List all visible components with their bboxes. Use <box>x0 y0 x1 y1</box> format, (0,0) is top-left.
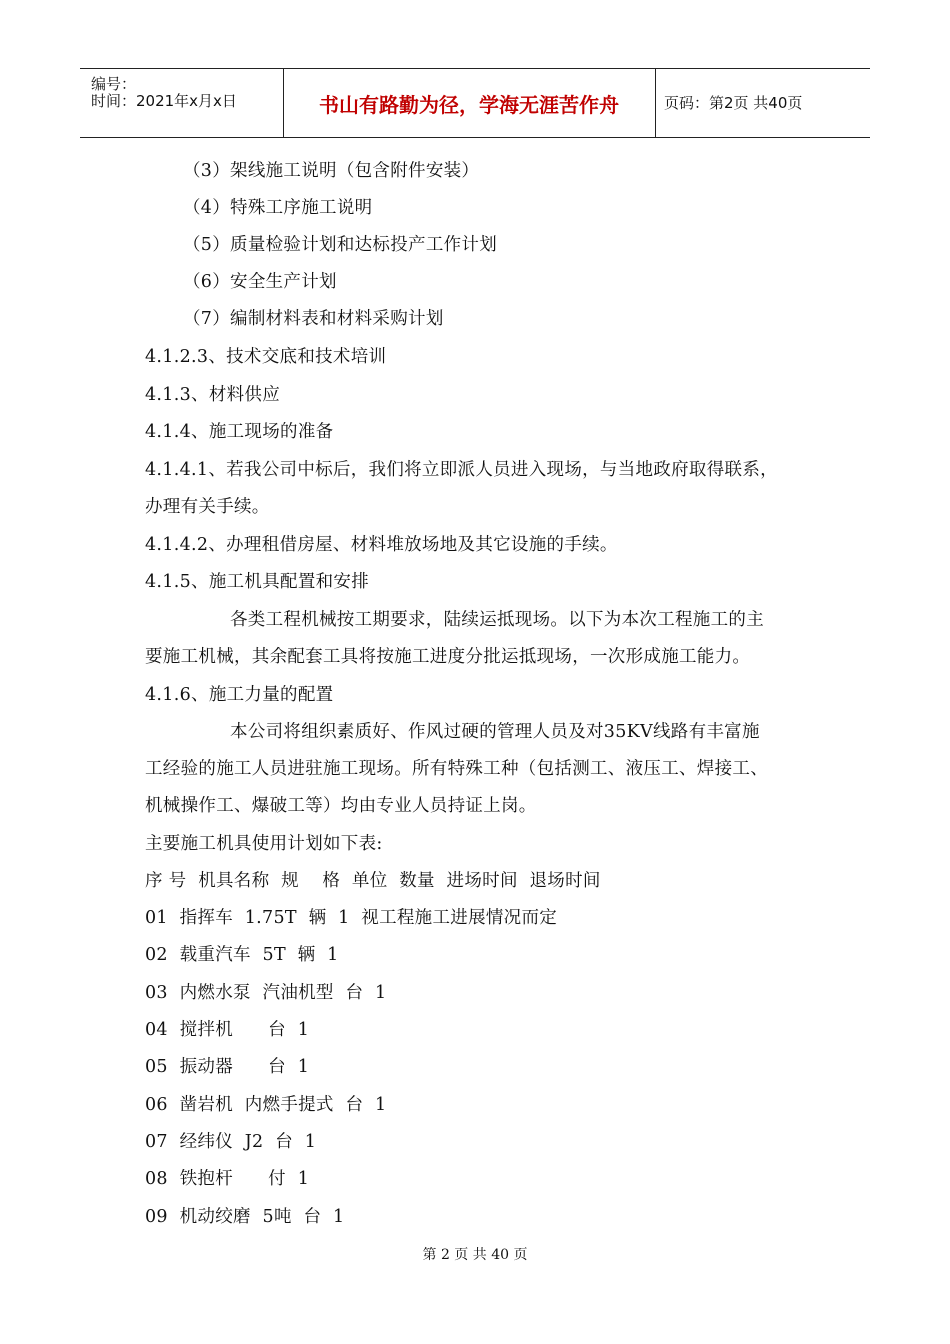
table-intro: 主要施工机具使用计划如下表: <box>145 834 383 854</box>
section-heading-415: 4.1.5、施工机具配置和安排 <box>145 572 370 592</box>
list-item: （7）编制材料表和材料采购计划 <box>183 309 444 329</box>
header-motto: 书山有路勤为径，学海无涯苦作舟 <box>319 93 619 117</box>
section-heading-416: 4.1.6、施工力量的配置 <box>145 685 334 705</box>
section-heading-414: 4.1.4、施工现场的准备 <box>145 422 334 442</box>
table-row: 05 振动器 台 1 <box>145 1057 310 1077</box>
table-row: 01 指挥车 1.75T 辆 1 视工程施工进展情况而定 <box>145 908 558 928</box>
header-right-cell <box>655 69 870 137</box>
table-row: 06 凿岩机 内燃手提式 台 1 <box>145 1095 387 1115</box>
document-date: 时间：2021年x月x日 <box>91 92 237 110</box>
table-row: 02 载重汽车 5T 辆 1 <box>145 945 339 965</box>
paragraph-1-line-1: 各类工程机械按工期要求，陆续运抵现场。以下为本次工程施工的主 <box>230 610 764 630</box>
paragraph-2-line-2: 工经验的施工人员进驻施工现场。所有特殊工种（包括测工、液压工、焊接工、 <box>145 759 768 779</box>
header-motto-cell <box>283 69 656 137</box>
paragraph-2-line-1: 本公司将组织素质好、作风过硬的管理人员及对35KV线路有丰富施 <box>230 722 760 742</box>
paragraph-1-line-2: 要施工机械，其余配套工具将按施工进度分批运抵现场，一次形成施工能力。 <box>145 647 751 667</box>
paragraph-2-line-3: 机械操作工、爆破工等）均由专业人员持证上岗。 <box>145 796 537 816</box>
list-item: （5）质量检验计划和达标投产工作计划 <box>183 235 498 255</box>
list-item: （3）架线施工说明（包含附件安装） <box>183 161 480 181</box>
table-row: 03 内燃水泵 汽油机型 台 1 <box>145 983 387 1003</box>
section-4141-line-1: 4.1.4.1、若我公司中标后，我们将立即派人员进入现场，与当地政府取得联系， <box>145 460 778 480</box>
table-row: 09 机动绞磨 5吨 台 1 <box>145 1207 345 1227</box>
section-4141-line-2: 办理有关手续。 <box>145 497 270 517</box>
list-item: （4）特殊工序施工说明 <box>183 198 373 218</box>
section-heading-4123: 4.1.2.3、技术交底和技术培训 <box>145 347 387 367</box>
table-header: 序 号 机具名称 规 格 单位 数量 进场时间 退场时间 <box>145 871 601 891</box>
header-page-info: 页码：第2页 共40页 <box>664 94 803 112</box>
section-heading-413: 4.1.3、材料供应 <box>145 385 281 405</box>
header-left-cell <box>80 69 284 137</box>
page-footer: 第 2 页 共 40 页 <box>422 1247 528 1263</box>
page-header <box>80 68 870 138</box>
list-item: （6）安全生产计划 <box>183 272 337 292</box>
table-row: 07 经纬仪 J2 台 1 <box>145 1132 317 1152</box>
section-4142: 4.1.4.2、办理租借房屋、材料堆放场地及其它设施的手续。 <box>145 535 618 555</box>
document-number-label: 编号： <box>91 75 137 93</box>
table-row: 08 铁抱杆 付 1 <box>145 1169 310 1189</box>
table-row: 04 搅拌机 台 1 <box>145 1020 310 1040</box>
